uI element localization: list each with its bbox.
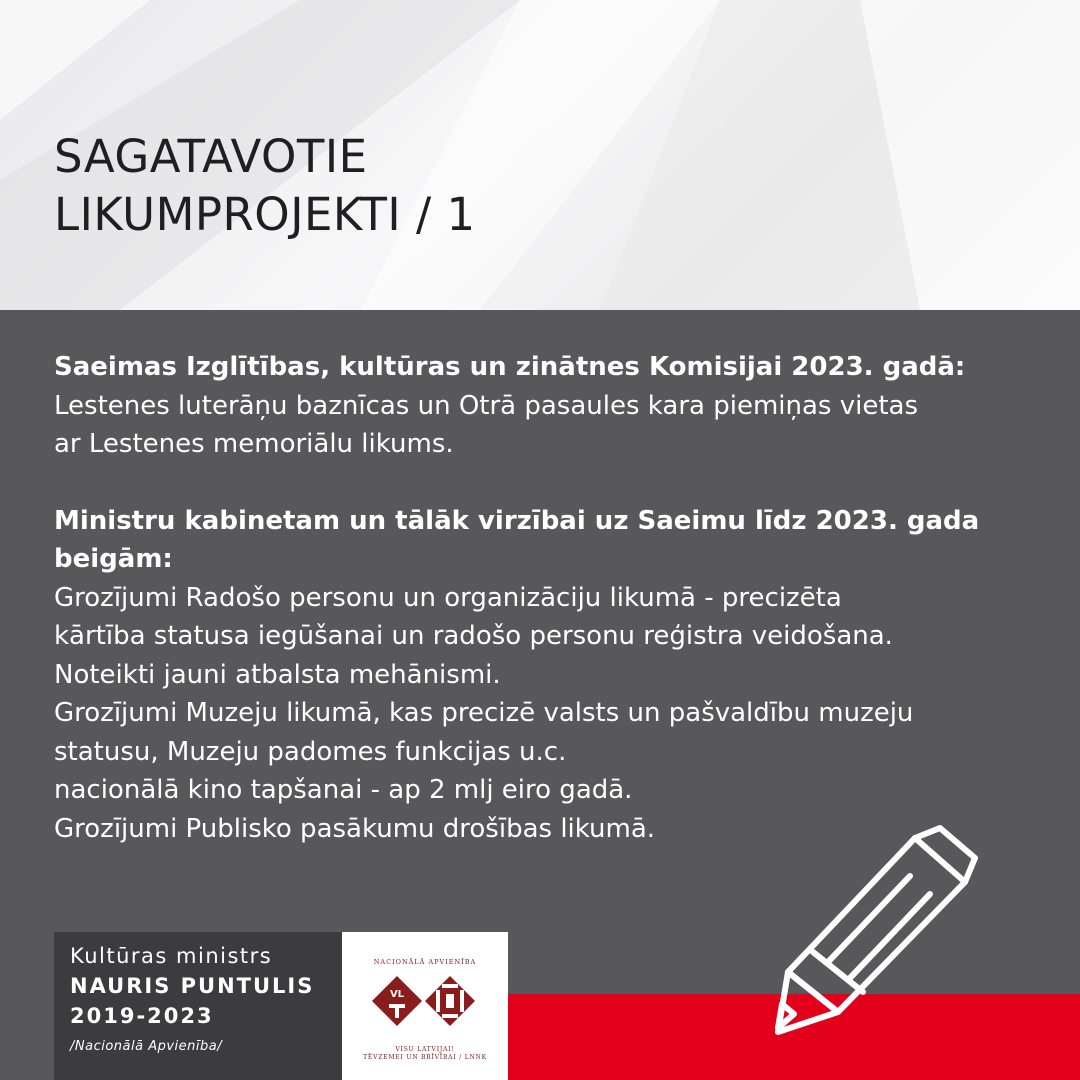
text-line: Grozījumi Muzeju likumā, kas precizē valsts un pašvaldību muzeju <box>54 698 914 728</box>
text-line: nacionālā kino tapšanai - ap 2 mlj eiro gadā. <box>54 775 633 805</box>
page-title <box>54 128 476 244</box>
logo-mark-text: VL <box>389 989 405 1000</box>
minister-party: /Nacionālā Apvienība/ <box>70 1039 223 1054</box>
minister-years: 2019-2023 <box>70 1004 214 1028</box>
section-heading: beigām: <box>54 544 173 574</box>
page-title-line2: LIKUMPROJEKTI / 1 <box>54 188 476 241</box>
text-line: statusu, Muzeju padomes funkcijas u.c. <box>54 736 567 767</box>
text-line: Grozījumi Radošo personu un organizāciju likumā - precizēta <box>54 582 842 613</box>
minister-role: Kultūras ministrs <box>70 944 273 968</box>
text-line: Lestenes luterāņu baznīcas un Otrā pasaules kara piemiņas vietas <box>54 390 918 421</box>
party-logo <box>342 932 508 1080</box>
text-line: kārtība statusa iegūšanai un radošo personu reģistra veidošana. <box>54 621 893 651</box>
text-line: Grozījumi Publisko pasākumu drošības likumā. <box>54 813 656 844</box>
logo-top-text: NACIONĀLĀ APVIENĪBA <box>373 958 477 966</box>
content-text <box>54 348 1054 848</box>
page-title-line1: SAGATAVOTIE <box>54 130 368 183</box>
logo-bottom-text: VISU LATVIJAI! TĒVZEMEI UN BRĪVĪBAI / LNNK <box>363 1046 487 1061</box>
text-line: ar Lestenes memoriālu likums. <box>54 429 454 459</box>
text-line: Noteikti jauni atbalsta mehānismi. <box>54 659 501 690</box>
minister-box <box>54 932 342 1080</box>
section-heading: Ministru kabinetam un tālāk virzībai uz Saeimu līdz 2023. gada <box>54 505 980 536</box>
minister-name: NAURIS PUNTULIS <box>70 974 315 998</box>
logo-mark-icon <box>370 972 480 1042</box>
header-background <box>0 0 1080 310</box>
pencil-icon <box>760 820 990 1050</box>
section-heading: Saeimas Izglītības, kultūras un zinātnes Komisijai 2023. gadā: <box>54 352 966 382</box>
